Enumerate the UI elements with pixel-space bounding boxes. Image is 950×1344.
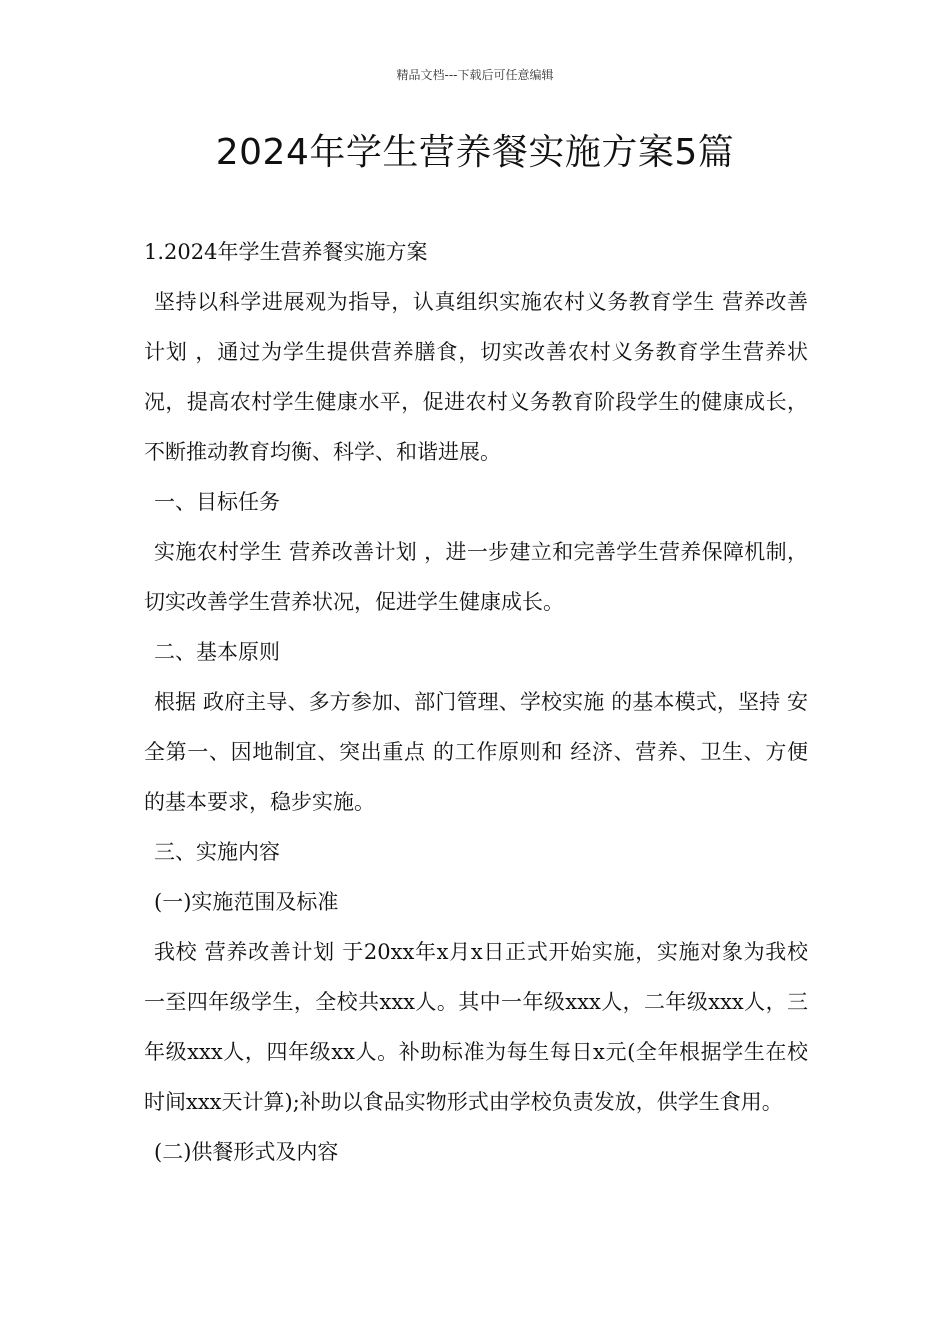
header-note: 精品文档---下载后可任意编辑 — [396, 68, 554, 82]
paragraph-scope: 我校 营养改善计划 于20xx年x月x日正式开始实施，实施对象为我校一至四年级学生，全校共xxx人。其中一年级xxx人，二年级xxx人，三年级xxx人，四年级xx人。补助标准为每生每日x元(全年根据学生在校时间xxx天计算);补助以食品实物形式由学校负责发放，供学生食用。 — [144, 940, 808, 1114]
subheading-scope: (一)实施范围及标准 — [154, 890, 339, 914]
paragraph-guiding-principle: 坚持以科学进展观为指导，认真组织实施农村义务教育学生 营养改善计划 ，通过为学生提供营养膳食，切实改善农村义务教育学生营养状况，提高农村学生健康水平，促进农村义务教育阶段学生的健康成长，不断推动教育均衡、科学、和谐进展。 — [144, 290, 808, 464]
section-heading-principles: 二、基本原则 — [154, 640, 280, 664]
document-body — [144, 227, 808, 1177]
paragraph-principles: 根据 政府主导、多方参加、部门管理、学校实施 的基本模式，坚持 安全第一、因地制宜、突出重点 的工作原则和 经济、营养、卫生、方便 的基本要求，稳步实施。 — [144, 690, 808, 814]
document-title: 2024年学生营养餐实施方案5篇 — [215, 132, 735, 173]
subheading-meal-format: (二)供餐形式及内容 — [154, 1140, 339, 1164]
paragraph-goals: 实施农村学生 营养改善计划 ，进一步建立和完善学生营养保障机制，切实改善学生营养状况，促进学生健康成长。 — [144, 540, 808, 614]
section-heading-goals: 一、目标任务 — [154, 490, 280, 514]
section-heading-1: 1.2024年学生营养餐实施方案 — [144, 240, 428, 264]
section-heading-content: 三、实施内容 — [154, 840, 280, 864]
